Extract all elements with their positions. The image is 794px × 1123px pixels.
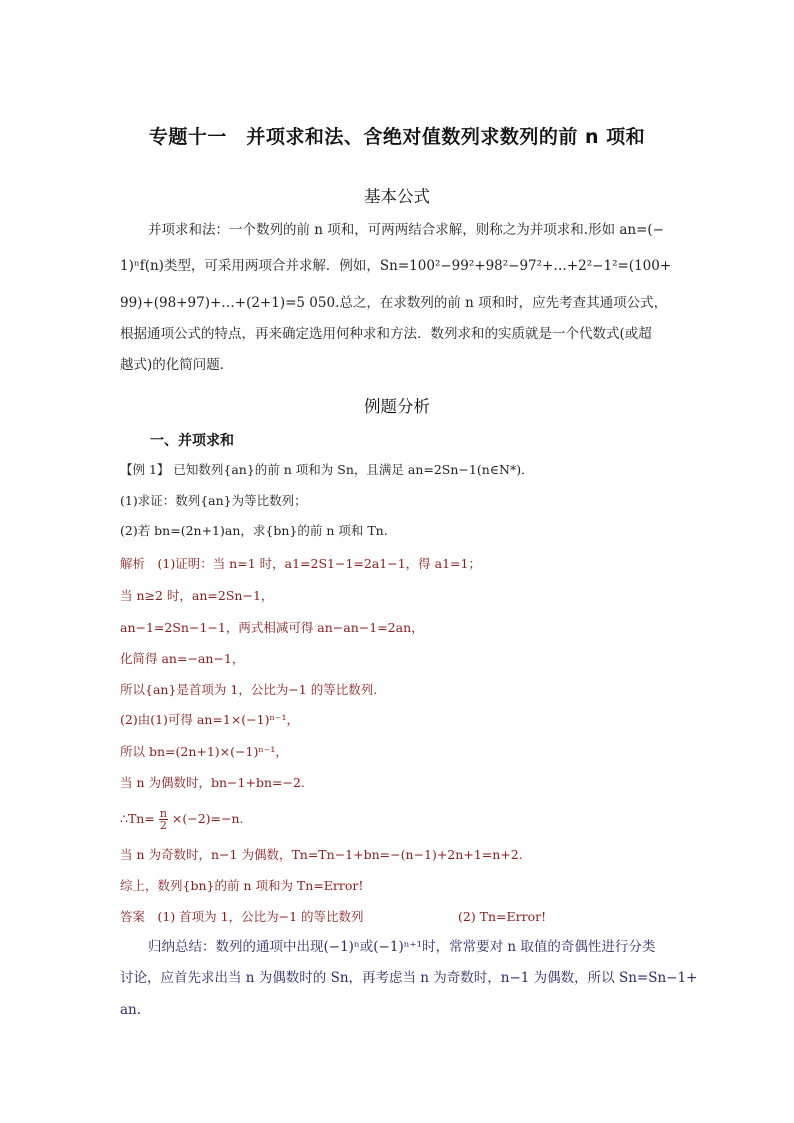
example-line: (1)求证：数列{an}为等比数列； <box>120 493 307 508</box>
solution-line: 所以{an}是首项为 1，公比为−1 的等比数列. <box>120 682 378 697</box>
section-heading-examples: 例题分析 <box>364 397 430 416</box>
subheading: 一、并项求和 <box>150 433 234 449</box>
solution-line: 当 n≥2 时，an=2Sn−1， <box>120 588 274 603</box>
basic-paragraph-line: 并项求和法：一个数列的前 n 项和，可两两结合求解，则称之为并项求和.形如 an=(− <box>148 222 664 238</box>
basic-paragraph-line: 99)+(98+97)+…+(2+1)=5 050.总之，在求数列的前 n 项和时，应先考查其通项公式， <box>120 295 668 311</box>
fraction <box>159 808 168 831</box>
summary-line: an. <box>120 1002 142 1018</box>
solution-line: 当 n 为奇数时，n−1 为偶数，Tn=Tn−1+bn=−(n−1)+2n+1=n+2. <box>120 847 523 862</box>
basic-paragraph-line: 根据通项公式的特点，再来确定选用何种求和方法．数列求和的实质就是一个代数式(或超 <box>120 326 652 342</box>
summary-line: 讨论，应首先求出当 n 为偶数时的 Sn，再考虑当 n 为奇数时，n−1 为偶数，所以 Sn=Sn−1+ <box>120 970 698 986</box>
basic-paragraph-line: 越式)的化简问题． <box>120 357 234 373</box>
fraction-numerator: n <box>159 807 167 820</box>
solution-line-suffix: ×(−2)=−n. <box>171 811 244 826</box>
summary-line: 归纳总结：数列的通项中出现(−1)ⁿ或(−1)ⁿ⁺¹时，常常要对 n 取值的奇偶性进行分类 <box>148 939 656 955</box>
solution-line: (2)由(1)可得 an=1×(−1)ⁿ⁻¹， <box>120 712 299 727</box>
solution-line-prefix: ∴Tn= <box>120 811 155 826</box>
section-heading-basic: 基本公式 <box>364 187 430 206</box>
example-line: (2)若 bn=(2n+1)an，求{bn}的前 n 项和 Tn. <box>120 523 388 538</box>
solution-line: 解析 (1)证明：当 n=1 时，a1=2S1−1=2a1−1，得 a1=1； <box>120 556 481 571</box>
answer-part1: 答案 (1) 首项为 1，公比为−1 的等比数列 <box>120 909 364 924</box>
fraction-denominator: 2 <box>159 819 167 832</box>
solution-line: 所以 bn=(2n+1)×(−1)ⁿ⁻¹， <box>120 744 288 759</box>
solution-line: 综上，数列{bn}的前 n 项和为 Tn=Error! <box>120 878 364 893</box>
basic-paragraph-line: 1)ⁿf(n)类型，可采用两项合并求解．例如，Sn=100²−99²+98²−97²+…+2²−1²=(100+ <box>120 258 672 274</box>
answer-part2: (2) Tn=Error! <box>458 909 547 924</box>
solution-line: 当 n 为偶数时，bn−1+bn=−2. <box>120 775 305 790</box>
solution-line: an−1=2Sn−1−1，两式相减可得 an−an−1=2an， <box>120 620 424 635</box>
page-title: 专题十一 并项求和法、含绝对值数列求数列的前 n 项和 <box>148 126 646 148</box>
example-line: 【例 1】 已知数列{an}的前 n 项和为 Sn，且满足 an=2Sn−1(n∈N*)． <box>120 462 534 477</box>
solution-fraction-line <box>120 808 244 831</box>
solution-line: 化简得 an=−an−1， <box>120 651 245 666</box>
